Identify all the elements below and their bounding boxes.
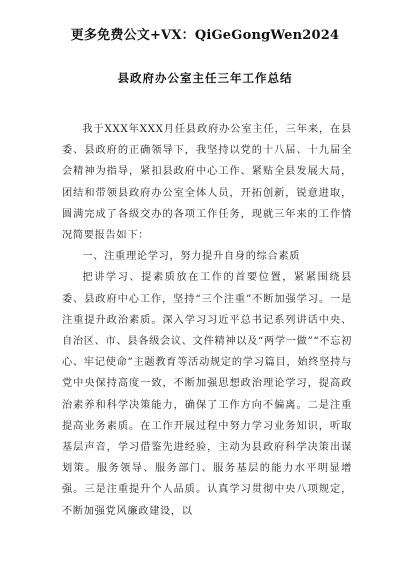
section-heading: 一、注重理论学习，努力提升自身的综合素质	[82, 251, 301, 263]
document-body	[62, 119, 352, 522]
document-title: 县政府办公室主任三年工作总结	[117, 71, 293, 85]
body-paragraph: 把讲学习、提素质放在工作的首要位置，紧紧围绕县委、县政府中心工作，坚持“三个注重”不断加强学习。一是注重提升政治素质。深入学习习近平总书记系列讲话中央、自治区、市、县各级会议、文件精神以及“两学一做”“不忘初心、牢记使命”主题教育等活动规定的学习篇目，始终坚持与党中央保持高度一致，不断加强思想政治理论学习，提高政治素养和科学决策能力，确保了工作方向不偏离。二是注重提高业务素质。在工作开展过程中努力学习业务知识，听取基层声音，学习借鉴先进经验，主动为县政府科学决策出谋划策。服务领导、服务部门、服务基层的能力水平明显增强。三是注重提升个人品质。认真学习贯彻中央八项规定，不断加强党风廉政建设，以	[62, 272, 352, 517]
promo-header: 更多免费公文+VX：QiGeGongWen2024	[70, 28, 340, 43]
intro-paragraph: 我于XXX年XXX月任县政府办公室主任，三年来，在县委、县政府的正确领导下，我坚持以党的十八届、十九届全会精神为指导，紧扣县政府中心工作、紧贴全县发展大局，团结和带领县政府办公室全体人员，开拓创新，锐意进取，圆满完成了各级交办的各项工作任务，现就三年来的工作情况简要报告如下：	[62, 124, 352, 242]
